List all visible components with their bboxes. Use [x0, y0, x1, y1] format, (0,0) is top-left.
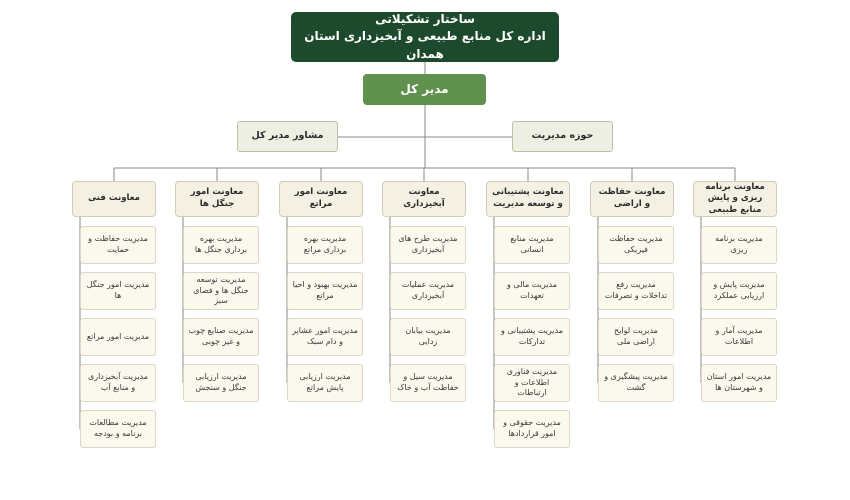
unit-node: مدیریت مطالعات برنامه و بودجه	[80, 410, 156, 448]
unit-node: مدیریت آبخیزداری و منابع آب	[80, 364, 156, 402]
unit-node: مدیریت منابع انسانی	[494, 226, 570, 264]
director-general-node: مدیر کل	[363, 74, 486, 105]
unit-node: مدیریت پیشگیری و گشت	[598, 364, 674, 402]
department-node: معاونت برنامه ریزی و پایش منابع طبیعی	[693, 181, 777, 217]
unit-node: مدیریت طرح های آبخیزداری	[390, 226, 466, 264]
unit-node: مدیریت فناوری اطلاعات و ارتباطات	[494, 364, 570, 402]
unit-node: مدیریت امور مراتع	[80, 318, 156, 356]
unit-node: مدیریت ارزیابی پایش مراتع	[287, 364, 363, 402]
unit-node: مدیریت امور استان و شهرستان ها	[701, 364, 777, 402]
department-node: معاونت فنی	[72, 181, 156, 217]
unit-node: مدیریت پشتیبانی و تدارکات	[494, 318, 570, 356]
chart-title-line1: ساختار تشکیلاتی	[375, 11, 475, 26]
unit-node: مدیریت پایش و ارزیابی عملکرد	[701, 272, 777, 310]
unit-node: مدیریت بیابان زدایی	[390, 318, 466, 356]
unit-node: مدیریت حفاظت و حمایت	[80, 226, 156, 264]
unit-node: مدیریت لوایح اراضی ملی	[598, 318, 674, 356]
unit-node: مدیریت عملیات آبخیزداری	[390, 272, 466, 310]
unit-node: مدیریت امور عشایر و دام سبک	[287, 318, 363, 356]
office-node: حوزه مدیریت	[512, 121, 613, 152]
unit-node: مدیریت صنایع چوب و غیر چوبی	[183, 318, 259, 356]
unit-node: مدیریت بهبود و احیا مراتع	[287, 272, 363, 310]
unit-node: مدیریت امور جنگل ها	[80, 272, 156, 310]
unit-node: مدیریت بهره برداری جنگل ها	[183, 226, 259, 264]
unit-node: مدیریت توسعه جنگل ها و فضای سبز	[183, 272, 259, 310]
department-node: معاونت امور مراتع	[279, 181, 363, 217]
department-node: معاونت امور جنگل ها	[175, 181, 259, 217]
unit-node: مدیریت رفع تداخلات و تصرفات	[598, 272, 674, 310]
unit-node: مدیریت برنامه ریزی	[701, 226, 777, 264]
advisor-node: مشاور مدیر کل	[237, 121, 338, 152]
unit-node: مدیریت حقوقی و امور قراردادها	[494, 410, 570, 448]
department-node: معاونت آبخیزداری	[382, 181, 466, 217]
unit-node: مدیریت آمار و اطلاعات	[701, 318, 777, 356]
chart-title-line2: اداره کل منابع طبیعی و آبخیزداری استان همدان	[304, 29, 546, 61]
unit-node: مدیریت سیل و حفاظت آب و خاک	[390, 364, 466, 402]
department-node: معاونت حفاظت و اراضی	[590, 181, 674, 217]
department-node: معاونت پشتیبانی و توسعه مدیریت	[486, 181, 570, 217]
unit-node: مدیریت حفاظت فیزیکی	[598, 226, 674, 264]
unit-node: مدیریت بهره برداری مراتع	[287, 226, 363, 264]
chart-title	[291, 12, 559, 62]
unit-node: مدیریت ارزیابی جنگل و سنجش	[183, 364, 259, 402]
unit-node: مدیریت مالی و تعهدات	[494, 272, 570, 310]
